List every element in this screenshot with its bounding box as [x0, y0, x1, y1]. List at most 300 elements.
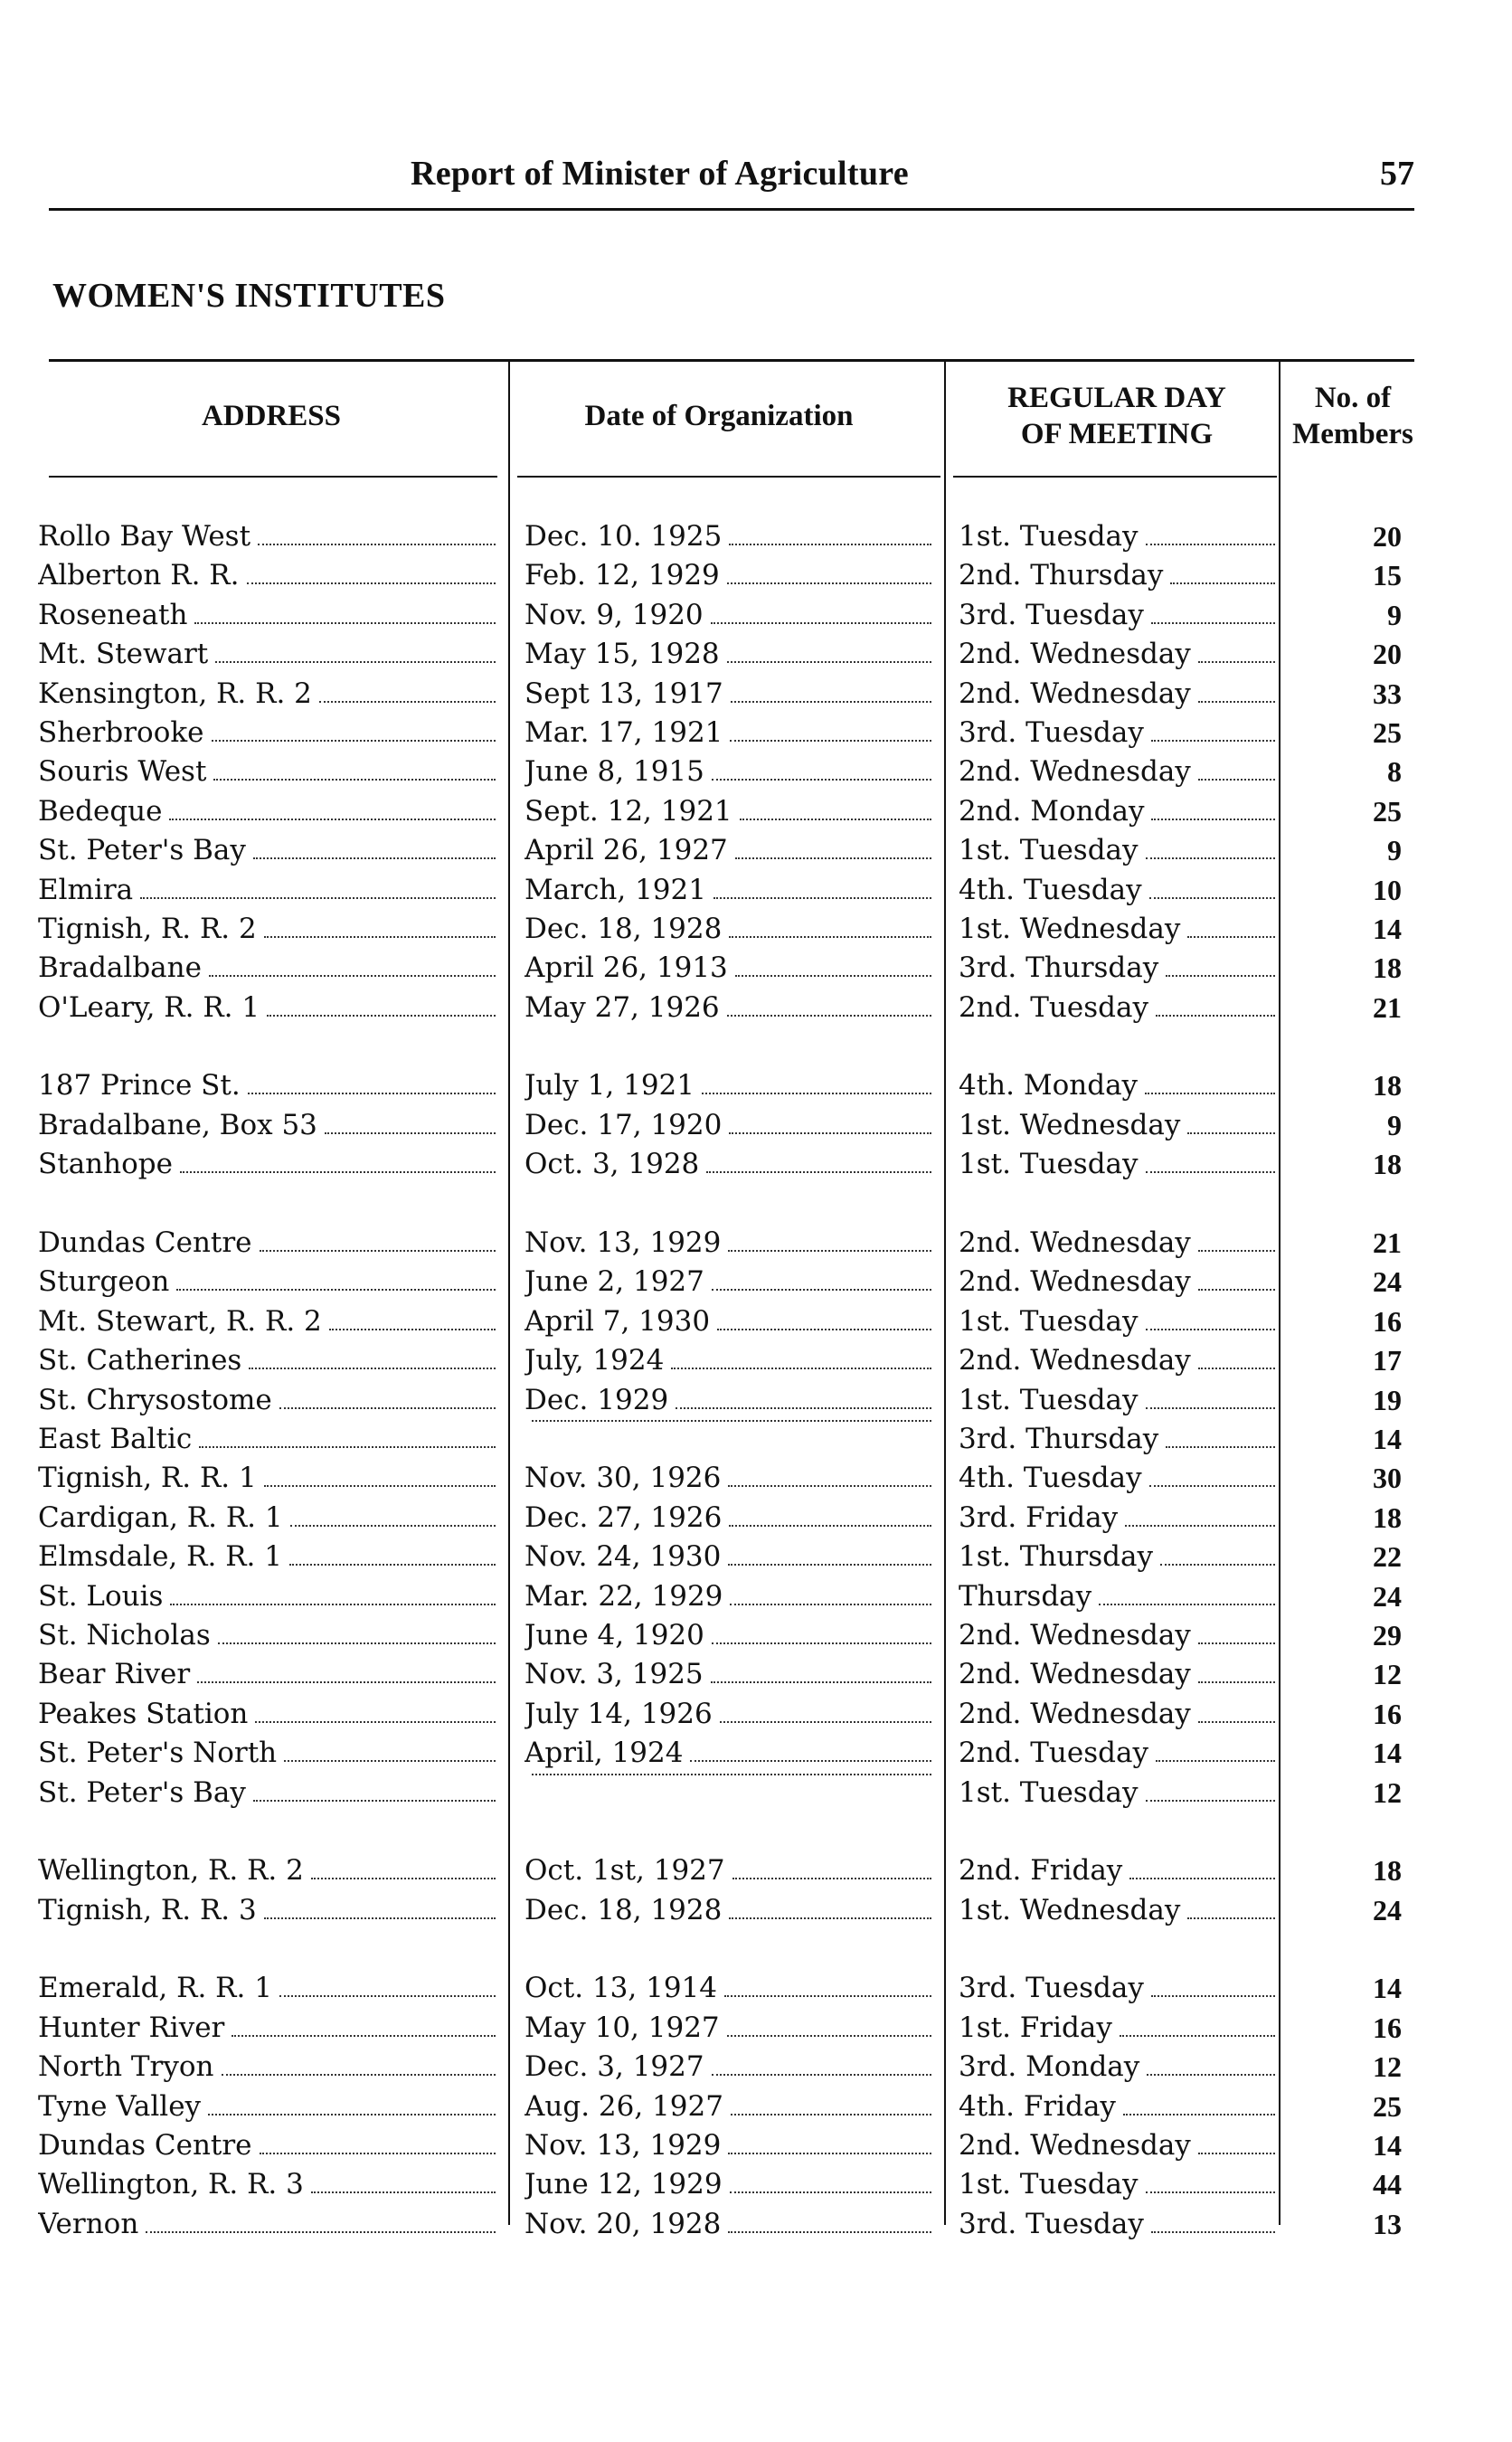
- column-header-address: ADDRESS: [201, 400, 342, 432]
- dot-leader: [730, 2191, 931, 2193]
- members-cell: 10: [1373, 873, 1402, 906]
- table-row: [0, 2009, 1512, 2048]
- address-cell: [38, 517, 496, 556]
- dot-leader: [290, 1525, 496, 1527]
- address-cell: [38, 1774, 496, 1813]
- date-cell: [524, 1891, 931, 1930]
- meeting-day-cell: [959, 1616, 1275, 1655]
- dot-leader: [1151, 2231, 1275, 2233]
- dot-leader: [740, 819, 931, 820]
- table-row: [0, 1851, 1512, 1890]
- header-rule: [49, 208, 1414, 211]
- meeting-day-cell-text: 4th. Tuesday: [959, 1462, 1142, 1495]
- address-cell-text: Peakes Station: [38, 1697, 249, 1730]
- meeting-day-cell: [959, 871, 1275, 910]
- meeting-day-cell: [959, 949, 1275, 988]
- date-cell-text: June 4, 1920: [524, 1618, 704, 1652]
- address-cell-text: Sturgeon: [38, 1265, 170, 1299]
- meeting-day-cell: [959, 1774, 1275, 1813]
- members-cell: 14: [1373, 912, 1402, 945]
- address-cell: [38, 635, 496, 674]
- dot-leader: [712, 1642, 931, 1644]
- dot-leader: [1198, 1681, 1275, 1683]
- date-cell-text: June 2, 1927: [524, 1265, 704, 1299]
- meeting-day-cell-text: 2nd. Tuesday: [959, 990, 1148, 1024]
- date-cell-text: April 26, 1927: [524, 834, 728, 867]
- members-cell: 13: [1373, 2207, 1402, 2240]
- header-underline-date: [517, 476, 940, 478]
- table-row: [0, 949, 1512, 988]
- table-top-rule: [49, 359, 1414, 362]
- address-cell: [38, 752, 496, 791]
- date-cell: [524, 1263, 931, 1301]
- address-cell: [38, 1616, 496, 1655]
- address-cell-text: Mt. Stewart, R. R. 2: [38, 1304, 322, 1338]
- address-cell: [38, 792, 496, 831]
- address-cell: [38, 1106, 496, 1145]
- date-cell: [524, 792, 931, 831]
- address-cell-text: Mt. Stewart: [38, 638, 209, 671]
- dot-leader: [1151, 622, 1275, 624]
- date-cell: [524, 871, 931, 910]
- address-cell-text: Wellington, R. R. 2: [38, 1854, 304, 1888]
- date-cell-text: Sept 13, 1917: [524, 677, 723, 710]
- meeting-day-cell-text: 3rd. Thursday: [959, 1422, 1159, 1455]
- dot-leader: [140, 897, 496, 899]
- address-cell: [38, 1381, 496, 1420]
- meeting-day-cell-text: 4th. Monday: [959, 1069, 1139, 1103]
- address-cell-text: St. Louis: [38, 1579, 164, 1613]
- meeting-day-cell: [959, 556, 1275, 595]
- address-cell-text: North Tryon: [38, 2050, 214, 2084]
- date-cell-text: Nov. 20, 1928: [524, 2207, 722, 2240]
- address-cell: [38, 1420, 496, 1459]
- meeting-day-cell-text: 1st. Thursday: [959, 1540, 1153, 1574]
- date-cell: [524, 2048, 931, 2087]
- running-head: [49, 154, 1414, 208]
- dot-leader: [728, 2153, 931, 2154]
- column-header-regular-day-line1: REGULAR DAY: [1007, 382, 1226, 414]
- members-cell: 12: [1373, 2050, 1402, 2084]
- table-row: [0, 2205, 1512, 2244]
- dot-leader: [730, 740, 931, 742]
- members-cell: 16: [1373, 1697, 1402, 1730]
- meeting-day-cell: [959, 752, 1275, 791]
- address-cell-text: Bedeque: [38, 794, 163, 828]
- address-cell: [38, 2087, 496, 2126]
- meeting-day-cell: [959, 2048, 1275, 2087]
- dot-leader: [1198, 1642, 1275, 1644]
- meeting-day-cell: [959, 2009, 1275, 2048]
- address-cell: [38, 1341, 496, 1380]
- date-cell-text: Oct. 13, 1914: [524, 1972, 717, 2005]
- dot-leader: [1187, 1132, 1275, 1134]
- dot-leader: [1187, 1917, 1275, 1919]
- dot-leader: [532, 1420, 931, 1422]
- meeting-day-cell: [959, 792, 1275, 831]
- meeting-day-cell: [959, 1420, 1275, 1459]
- meeting-day-cell: [959, 989, 1275, 1027]
- date-cell: [524, 1577, 931, 1616]
- date-cell: [524, 1066, 931, 1105]
- members-cell: 30: [1373, 1462, 1402, 1495]
- dot-leader: [712, 779, 931, 781]
- meeting-day-cell: [959, 1145, 1275, 1184]
- meeting-day-cell: [959, 1499, 1275, 1538]
- members-cell: 21: [1373, 1226, 1402, 1260]
- meeting-day-cell: [959, 675, 1275, 714]
- dot-leader: [1123, 2114, 1275, 2115]
- table-row: [0, 1106, 1512, 1145]
- dot-leader: [1146, 1407, 1275, 1409]
- meeting-day-cell-text: Thursday: [959, 1579, 1092, 1613]
- date-cell-text: Dec. 27, 1926: [524, 1500, 723, 1534]
- members-cell: 24: [1373, 1893, 1402, 1926]
- dot-leader: [1166, 975, 1275, 977]
- date-cell: [524, 2126, 931, 2165]
- meeting-day-cell: [959, 2126, 1275, 2165]
- dot-leader: [690, 1760, 931, 1762]
- dot-leader: [208, 2114, 496, 2115]
- date-cell-text: Oct. 3, 1928: [524, 1148, 700, 1181]
- members-cell: 18: [1373, 1854, 1402, 1888]
- dot-leader: [260, 1250, 496, 1252]
- meeting-day-cell: [959, 1851, 1275, 1890]
- meeting-day-cell-text: 3rd. Thursday: [959, 951, 1159, 985]
- date-cell: [524, 675, 931, 714]
- date-cell-text: Nov. 24, 1930: [524, 1540, 722, 1574]
- dot-leader: [731, 701, 931, 703]
- meeting-day-cell: [959, 517, 1275, 556]
- address-cell-text: Rollo Bay West: [38, 520, 251, 553]
- address-cell: [38, 1851, 496, 1890]
- dot-leader: [325, 1132, 496, 1134]
- meeting-day-cell: [959, 596, 1275, 635]
- meeting-day-cell: [959, 1538, 1275, 1576]
- dot-leader: [311, 1878, 496, 1879]
- meeting-day-cell: [959, 1263, 1275, 1301]
- meeting-day-cell-text: 3rd. Tuesday: [959, 598, 1144, 631]
- meeting-day-cell: [959, 1655, 1275, 1694]
- address-cell: [38, 1066, 496, 1105]
- address-cell-text: Elmsdale, R. R. 1: [38, 1540, 282, 1574]
- dot-leader: [712, 1289, 931, 1291]
- address-cell-text: Roseneath: [38, 598, 188, 631]
- dot-leader: [1146, 1800, 1275, 1802]
- meeting-day-cell: [959, 2165, 1275, 2204]
- table-row: [0, 792, 1512, 831]
- date-cell: [524, 1734, 931, 1773]
- dot-leader: [1160, 1564, 1275, 1566]
- address-cell-text: St. Peter's Bay: [38, 834, 246, 867]
- meeting-day-cell-text: 1st. Wednesday: [959, 1108, 1181, 1141]
- meeting-day-cell-text: 1st. Wednesday: [959, 912, 1181, 945]
- address-cell: [38, 596, 496, 635]
- table-row: [0, 2126, 1512, 2165]
- dot-leader: [247, 582, 496, 584]
- date-cell-text: April 7, 1930: [524, 1304, 711, 1338]
- date-cell: [524, 1655, 931, 1694]
- column-header-regular-day-line2: OF MEETING: [1020, 418, 1214, 450]
- meeting-day-cell-text: 2nd. Wednesday: [959, 755, 1191, 789]
- meeting-day-cell: [959, 2087, 1275, 2126]
- meeting-day-cell: [959, 910, 1275, 949]
- date-cell-text: Nov. 13, 1929: [524, 2129, 722, 2163]
- address-cell-text: Dundas Centre: [38, 1226, 252, 1260]
- address-cell-text: Bradalbane, Box 53: [38, 1108, 317, 1141]
- date-cell: [524, 596, 931, 635]
- date-cell-text: Dec. 1929: [524, 1383, 669, 1416]
- table-row: [0, 714, 1512, 752]
- meeting-day-cell: [959, 1734, 1275, 1773]
- dot-leader: [1198, 661, 1275, 663]
- address-cell: [38, 949, 496, 988]
- dot-leader: [222, 2074, 496, 2076]
- address-cell: [38, 871, 496, 910]
- meeting-day-cell-text: 2nd. Wednesday: [959, 1618, 1191, 1652]
- address-cell: [38, 2009, 496, 2048]
- dot-leader: [728, 1564, 931, 1566]
- table-row: [0, 989, 1512, 1027]
- address-cell: [38, 1695, 496, 1734]
- address-cell-text: East Baltic: [38, 1422, 193, 1455]
- address-cell-text: Souris West: [38, 755, 207, 789]
- dot-leader: [248, 1093, 496, 1094]
- dot-leader: [713, 897, 931, 899]
- date-cell-text: April, 1924: [524, 1737, 684, 1770]
- date-cell-text: July 14, 1926: [524, 1697, 713, 1730]
- dot-leader: [170, 1604, 496, 1605]
- dot-leader: [729, 936, 931, 938]
- address-cell: [38, 1891, 496, 1930]
- dot-leader: [212, 740, 496, 742]
- members-cell: 9: [1387, 834, 1402, 867]
- section-title: WOMEN'S INSTITUTES: [52, 277, 446, 315]
- dot-leader: [215, 661, 496, 663]
- meeting-day-cell-text: 2nd. Tuesday: [959, 1737, 1148, 1770]
- dot-leader: [1146, 857, 1275, 859]
- address-cell: [38, 1302, 496, 1341]
- dot-leader: [279, 1995, 496, 1997]
- meeting-day-cell: [959, 1341, 1275, 1380]
- dot-leader: [727, 2035, 931, 2037]
- members-cell: 18: [1373, 1500, 1402, 1534]
- date-cell: [524, 910, 931, 949]
- table-row: [0, 596, 1512, 635]
- date-cell: [524, 1695, 931, 1734]
- dot-leader: [1156, 1760, 1275, 1762]
- date-cell-text: Mar. 17, 1921: [524, 715, 723, 749]
- date-cell-text: Dec. 18, 1928: [524, 1893, 723, 1926]
- dot-leader: [720, 1721, 931, 1723]
- table-row: [0, 1302, 1512, 1341]
- address-cell-text: St. Nicholas: [38, 1618, 211, 1652]
- table-row: [0, 2165, 1512, 2204]
- address-cell-text: St. Peter's Bay: [38, 1775, 246, 1809]
- members-cell: 14: [1373, 1972, 1402, 2005]
- meeting-day-cell-text: 1st. Tuesday: [959, 1775, 1139, 1809]
- dot-leader: [253, 1800, 496, 1802]
- dot-leader: [711, 622, 931, 624]
- date-cell-text: Sept. 12, 1921: [524, 794, 732, 828]
- meeting-day-cell-text: 2nd. Friday: [959, 1854, 1123, 1888]
- meeting-day-cell-text: 2nd. Wednesday: [959, 1658, 1191, 1691]
- members-cell: 24: [1373, 1579, 1402, 1613]
- table-row: [0, 1224, 1512, 1263]
- date-cell-text: June 8, 1915: [524, 755, 704, 789]
- dot-leader: [264, 1917, 496, 1919]
- date-cell: [524, 2087, 931, 2126]
- date-cell-text: Nov. 9, 1920: [524, 598, 704, 631]
- meeting-day-cell-text: 1st. Friday: [959, 2011, 1112, 2044]
- address-cell-text: 187 Prince St.: [38, 1069, 241, 1103]
- address-cell: [38, 1538, 496, 1576]
- meeting-day-cell-text: 1st. Tuesday: [959, 2168, 1139, 2201]
- dot-leader: [676, 1407, 931, 1409]
- date-cell: [524, 1106, 931, 1145]
- table-row: [0, 1577, 1512, 1616]
- date-cell: [524, 1851, 931, 1890]
- institutes-table: [0, 517, 1512, 2244]
- meeting-day-cell-text: 1st. Tuesday: [959, 520, 1139, 553]
- members-cell: 8: [1387, 755, 1402, 789]
- address-cell-text: Vernon: [38, 2207, 139, 2240]
- meeting-day-cell-text: 2nd. Wednesday: [959, 1344, 1191, 1377]
- members-cell: 25: [1373, 715, 1402, 749]
- date-cell: [524, 831, 931, 870]
- address-cell-text: Cardigan, R. R. 1: [38, 1500, 283, 1534]
- members-cell: 12: [1373, 1775, 1402, 1809]
- meeting-day-cell-text: 2nd. Wednesday: [959, 638, 1191, 671]
- date-cell: [524, 752, 931, 791]
- dot-leader: [729, 544, 931, 545]
- table-row: [0, 1774, 1512, 1813]
- address-cell-text: Wellington, R. R. 3: [38, 2168, 304, 2201]
- members-cell: 9: [1387, 598, 1402, 631]
- address-cell-text: Sherbrooke: [38, 715, 204, 749]
- address-cell: [38, 910, 496, 949]
- dot-leader: [728, 1250, 931, 1252]
- meeting-day-cell-text: 2nd. Wednesday: [959, 677, 1191, 710]
- address-cell-text: Tignish, R. R. 1: [38, 1462, 257, 1495]
- address-cell-text: Tignish, R. R. 3: [38, 1893, 257, 1926]
- date-cell-text: June 12, 1929: [524, 2168, 723, 2201]
- members-cell: 17: [1373, 1344, 1402, 1377]
- dot-leader: [717, 1329, 931, 1330]
- address-cell: [38, 2048, 496, 2087]
- table-row: [0, 1891, 1512, 1930]
- meeting-day-cell: [959, 1459, 1275, 1498]
- dot-leader: [232, 2035, 496, 2037]
- table-row: [0, 1499, 1512, 1538]
- meeting-day-cell-text: 2nd. Thursday: [959, 559, 1164, 592]
- date-cell: [524, 2165, 931, 2204]
- address-cell-text: Bradalbane: [38, 951, 202, 985]
- date-cell: [524, 2009, 931, 2048]
- date-cell: [524, 517, 931, 556]
- dot-leader: [213, 779, 496, 781]
- table-row: [0, 1341, 1512, 1380]
- dot-leader: [1147, 2074, 1275, 2076]
- address-cell: [38, 1263, 496, 1301]
- address-cell: [38, 1145, 496, 1184]
- date-cell: [524, 1538, 931, 1576]
- table-row: [0, 1459, 1512, 1498]
- dot-leader: [727, 661, 931, 663]
- meeting-day-cell-text: 3rd. Tuesday: [959, 1972, 1144, 2005]
- dot-leader: [209, 975, 496, 977]
- table-row: [0, 1381, 1512, 1420]
- dot-leader: [267, 1015, 496, 1017]
- members-cell: 25: [1373, 794, 1402, 828]
- table-row: [0, 1969, 1512, 2008]
- date-cell-text: Dec. 10. 1925: [524, 520, 723, 553]
- meeting-day-cell: [959, 1891, 1275, 1930]
- address-cell: [38, 675, 496, 714]
- dot-leader: [729, 1917, 931, 1919]
- meeting-day-cell: [959, 831, 1275, 870]
- dot-leader: [1198, 1289, 1275, 1291]
- members-cell: 18: [1373, 1148, 1402, 1181]
- address-cell-text: Hunter River: [38, 2011, 225, 2044]
- dot-leader: [1156, 1015, 1275, 1017]
- dot-leader: [249, 1368, 496, 1369]
- members-cell: 14: [1373, 1737, 1402, 1770]
- address-cell-text: Dundas Centre: [38, 2129, 252, 2163]
- date-cell: [524, 556, 931, 595]
- meeting-day-cell-text: 1st. Tuesday: [959, 1304, 1139, 1338]
- date-cell-text: May 15, 1928: [524, 638, 720, 671]
- date-cell: [524, 1381, 931, 1420]
- dot-leader: [197, 1681, 496, 1683]
- address-cell: [38, 1969, 496, 2008]
- meeting-day-cell-text: 3rd. Monday: [959, 2050, 1140, 2084]
- date-cell-text: May 10, 1927: [524, 2011, 720, 2044]
- members-cell: 14: [1373, 2129, 1402, 2163]
- dot-leader: [728, 2231, 931, 2233]
- dot-leader: [1120, 2035, 1275, 2037]
- date-cell: [524, 1341, 931, 1380]
- members-cell: 21: [1373, 990, 1402, 1024]
- date-cell: [524, 949, 931, 988]
- table-row: [0, 831, 1512, 870]
- address-cell-text: Tignish, R. R. 2: [38, 912, 257, 945]
- meeting-day-cell-text: 2nd. Wednesday: [959, 1226, 1191, 1260]
- dot-leader: [1198, 1250, 1275, 1252]
- dot-leader: [1198, 1721, 1275, 1723]
- members-cell: 33: [1373, 677, 1402, 710]
- table-row: [0, 871, 1512, 910]
- dot-leader: [728, 1485, 931, 1487]
- address-cell: [38, 1499, 496, 1538]
- date-cell-text: Nov. 30, 1926: [524, 1462, 722, 1495]
- column-header-members: [1280, 380, 1425, 452]
- date-cell: [524, 714, 931, 752]
- address-cell-text: Kensington, R. R. 2: [38, 677, 312, 710]
- meeting-day-cell-text: 1st. Wednesday: [959, 1893, 1181, 1926]
- table-row: [0, 1655, 1512, 1694]
- address-cell-text: Elmira: [38, 873, 134, 906]
- meeting-day-cell-text: 1st. Tuesday: [959, 834, 1139, 867]
- dot-leader: [1187, 936, 1275, 938]
- date-cell-text: Dec. 18, 1928: [524, 912, 723, 945]
- address-cell-text: St. Catherines: [38, 1344, 242, 1377]
- table-row: [0, 1616, 1512, 1655]
- column-header-members-line1: No. of: [1314, 382, 1392, 414]
- members-cell: 20: [1373, 520, 1402, 553]
- table-row: [0, 1695, 1512, 1734]
- dot-leader: [706, 1171, 931, 1173]
